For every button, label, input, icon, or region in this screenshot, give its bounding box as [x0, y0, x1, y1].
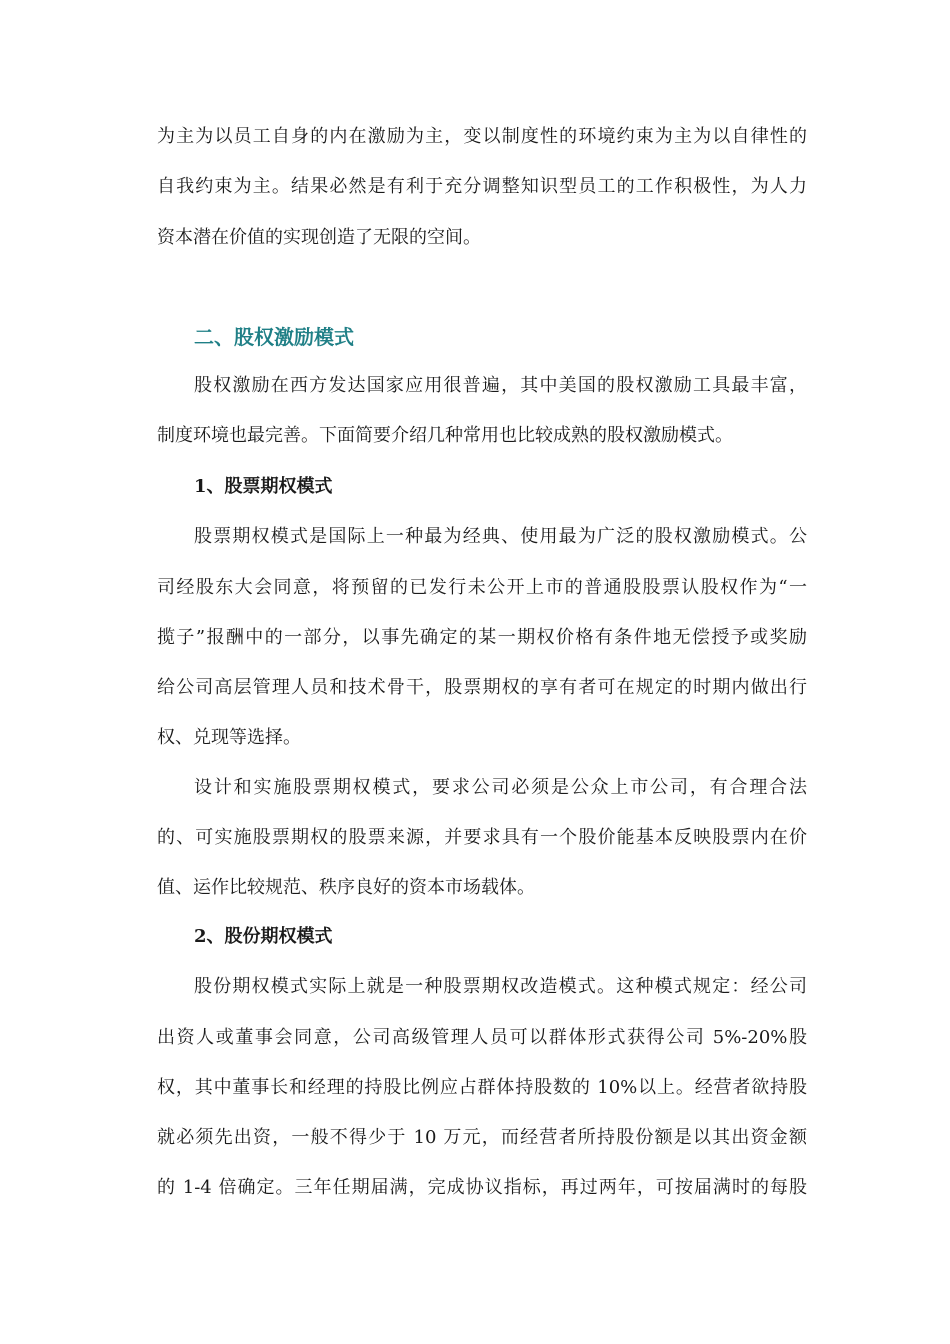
intro-paragraph-line: 资本潜在价值的实现创造了无限的空间。	[157, 227, 481, 248]
intro-paragraph-line: 为主为以员工自身的内在激励为主，变以制度性的环境约束为主为以自律性的	[157, 126, 807, 147]
section-intro-line: 股权激励在西方发达国家应用很普遍，其中美国的股权激励工具最丰富，	[194, 375, 807, 396]
subsection-heading-share-options: 2、股份期权模式	[194, 926, 333, 947]
paragraph-line: 权，其中董事长和经理的持股比例应占群体持股数的 10%以上。经营者欲持股	[157, 1077, 807, 1098]
paragraph-line: 出资人或董事会同意，公司高级管理人员可以群体形式获得公司 5%-20%股	[157, 1027, 807, 1048]
section-heading: 二、股权激励模式	[194, 325, 354, 349]
paragraph-line: 的、可实施股票期权的股票来源，并要求具有一个股价能基本反映股票内在价	[157, 827, 807, 848]
paragraph-line: 司经股东大会同意，将预留的已发行未公开上市的普通股股票认股权作为“一	[157, 577, 807, 598]
paragraph-line: 股票期权模式是国际上一种最为经典、使用最为广泛的股权激励模式。公	[194, 526, 807, 547]
section-intro-line: 制度环境也最完善。下面简要介绍几种常用也比较成熟的股权激励模式。	[157, 425, 733, 446]
paragraph-line: 权、兑现等选择。	[157, 727, 301, 748]
paragraph-line: 股份期权模式实际上就是一种股票期权改造模式。这种模式规定：经公司	[194, 976, 807, 997]
subsection-heading-stock-options: 1、股票期权模式	[194, 476, 333, 497]
paragraph-line: 值、运作比较规范、秩序良好的资本市场载体。	[157, 877, 535, 898]
paragraph-line: 的 1-4 倍确定。三年任期届满，完成协议指标，再过两年，可按届满时的每股	[157, 1177, 807, 1198]
intro-paragraph-line: 自我约束为主。结果必然是有利于充分调整知识型员工的工作积极性，为人力	[157, 176, 807, 197]
paragraph-line: 揽子”报酬中的一部分，以事先确定的某一期权价格有条件地无偿授予或奖励	[157, 627, 807, 648]
paragraph-line: 设计和实施股票期权模式，要求公司必须是公众上市公司，有合理合法	[194, 777, 807, 798]
paragraph-line: 给公司高层管理人员和技术骨干，股票期权的享有者可在规定的时期内做出行	[157, 677, 807, 698]
paragraph-line: 就必须先出资，一般不得少于 10 万元，而经营者所持股份额是以其出资金额	[157, 1127, 807, 1148]
